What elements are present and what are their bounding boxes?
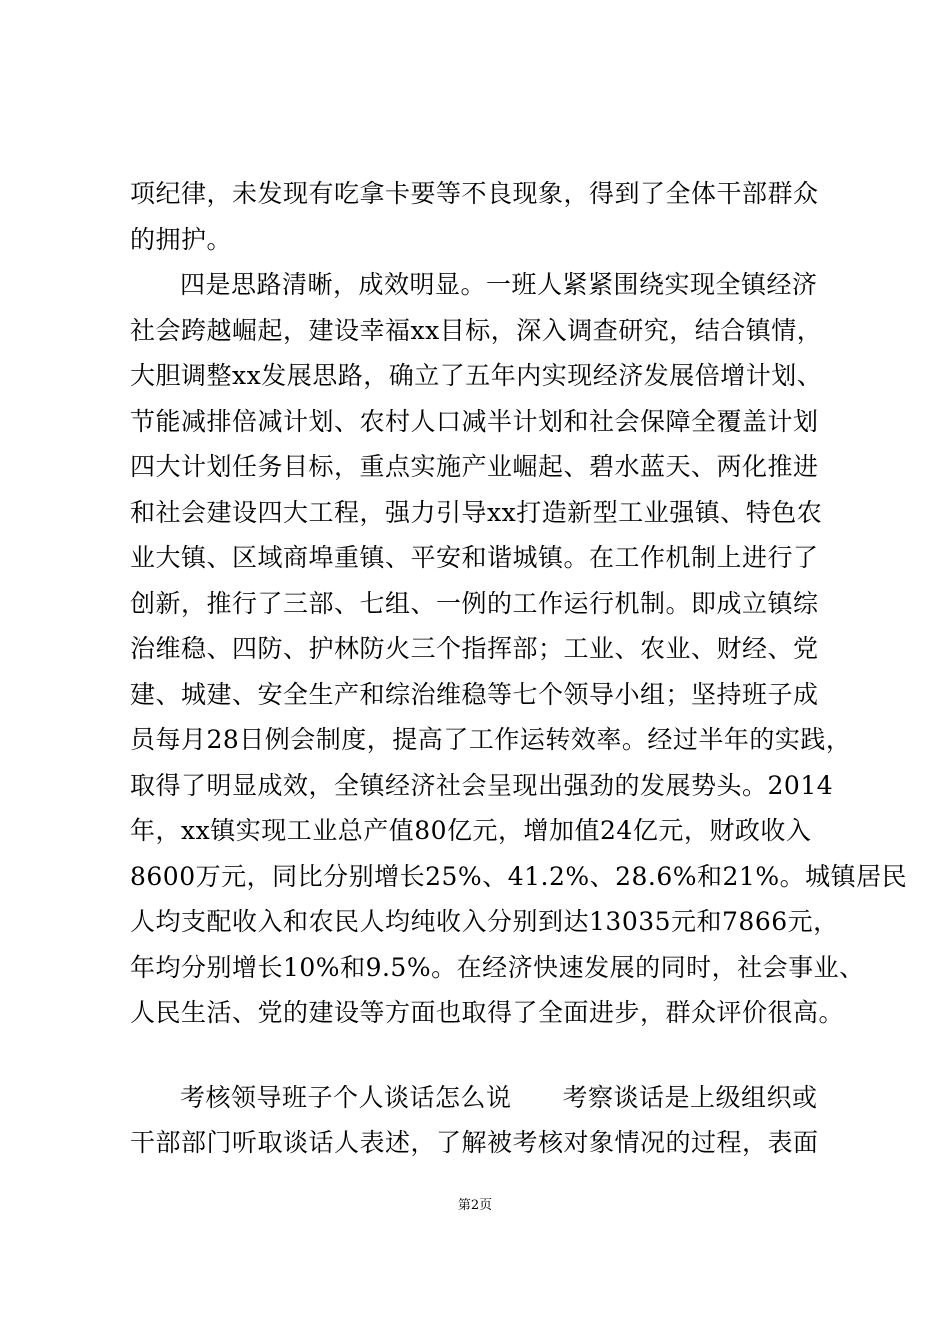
paragraph-line-17: 人均支配收入和农民人均纯收入分别到达13035元和7866元， [130,907,839,936]
paragraph-line-19: 人民生活、党的建设等方面也取得了全面进步，群众评价很高。 [130,998,845,1027]
paragraph-line-12: 建、城建、安全生产和综治维稳等七个领导小组；坚持班子成 [130,680,819,709]
paragraph-line-7: 四大计划任务目标，重点实施产业崛起、碧水蓝天、两化推进 [130,452,819,481]
page-number: 第2页 [457,1198,493,1213]
paragraph-line-5: 大胆调整xx发展思路，确立了五年内实现经济发展倍增计划、 [130,361,823,390]
paragraph-line-2: 的拥护。 [130,225,233,254]
paragraph-line-14: 取得了明显成效，全镇经济社会呈现出强劲的发展势头。2014 [130,771,834,800]
paragraph-line-3: 四是思路清晰，成效明显。一班人紧紧围绕实现全镇经济 [180,270,818,299]
paragraph-line-18: 年均分别增长10%和9.5%。在经济快速发展的同时，社会事业、 [130,953,865,982]
paragraph-line-11: 治维稳、四防、护林防火三个指挥部；工业、农业、财经、党 [130,634,819,663]
paragraph-line-6: 节能减排倍减计划、农村人口减半计划和社会保障全覆盖计划 [130,407,819,436]
paragraph-line-16: 8600万元，同比分别增长25%、41.2%、28.6%和21%。城镇居民 [130,862,908,891]
paragraph-line-4: 社会跨越崛起，建设幸福xx目标，深入调查研究，结合镇情， [130,316,823,345]
paragraph-line-21: 干部部门听取谈话人表述，了解被考核对象情况的过程，表面 [130,1128,819,1157]
paragraph-line-1: 项纪律，未发现有吃拿卡要等不良现象，得到了全体干部群众 [130,179,819,208]
paragraph-line-15: 年，xx镇实现工业总产值80亿元，增加值24亿元，财政收入 [130,816,812,845]
paragraph-line-8: 和社会建设四大工程，强力引导xx打造新型工业强镇、特色农 [130,498,823,527]
paragraph-line-20: 考核领导班子个人谈话怎么说 考察谈话是上级组织或 [180,1083,818,1112]
paragraph-line-10: 创新，推行了三部、七组、一例的工作运行机制。即成立镇综 [130,589,819,618]
paragraph-line-9: 业大镇、区域商埠重镇、平安和谐城镇。在工作机制上进行了 [130,543,819,572]
paragraph-line-13: 员每月28日例会制度，提高了工作运转效率。经过半年的实践， [130,725,852,754]
